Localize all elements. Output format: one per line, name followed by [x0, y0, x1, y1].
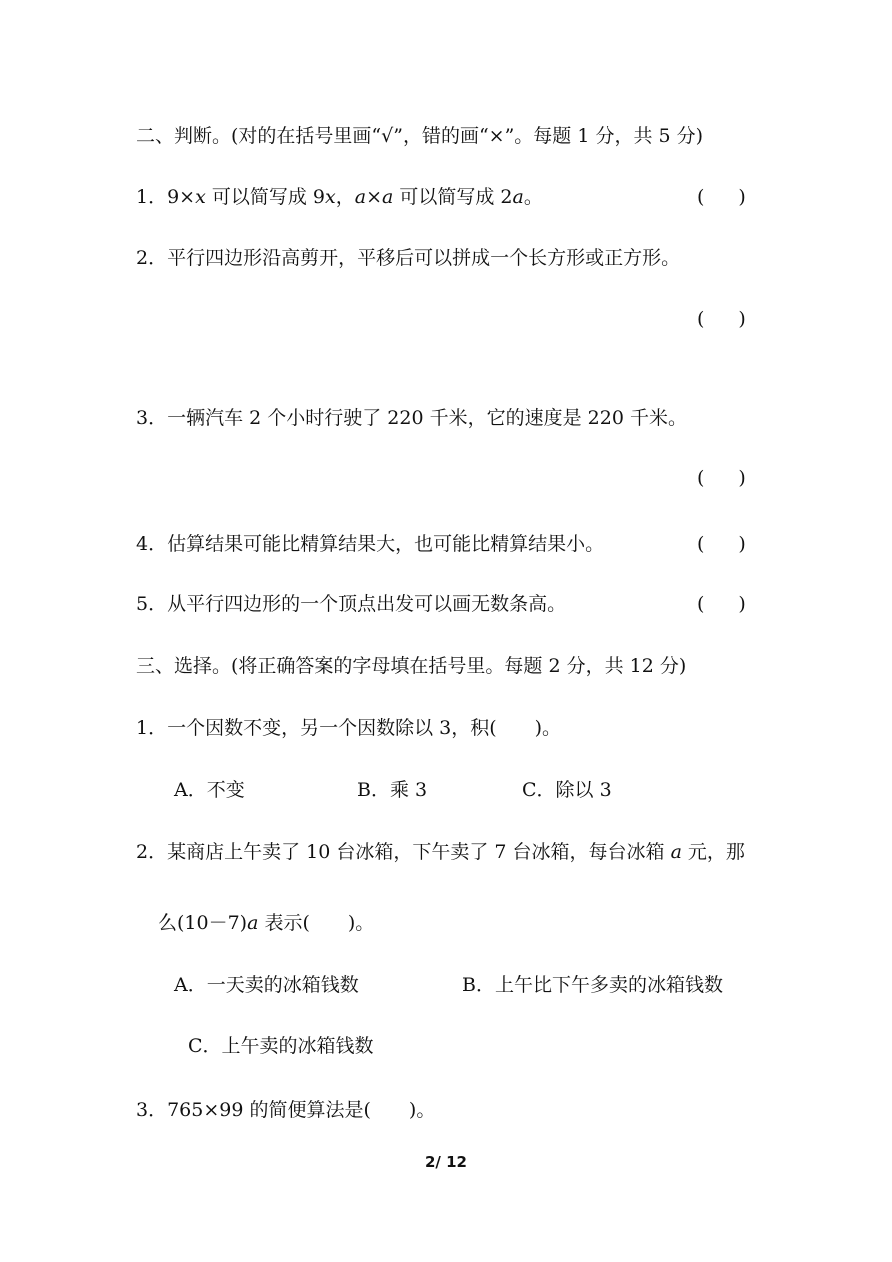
- answer-blank-5[interactable]: ( ): [697, 593, 746, 615]
- choice-2-option-b[interactable]: B．上午比下午多卖的冰箱钱数: [462, 974, 723, 996]
- choice-1-option-c[interactable]: C．除以 3: [522, 779, 612, 801]
- judge-question-2-text: 2．平行四边形沿高剪开，平移后可以拼成一个长方形或正方形。: [136, 247, 681, 269]
- choice-question-2-line-2: 么(10－7)a 表示( )。: [158, 912, 375, 934]
- judge-question-3-answer-row: [0, 461, 892, 495]
- judge-question-3: [0, 401, 892, 435]
- page-number: 2/ 12: [424, 1153, 467, 1171]
- judge-question-5: [0, 587, 892, 621]
- choice-2-option-c[interactable]: C．上午卖的冰箱钱数: [188, 1035, 374, 1057]
- section-3-heading: 三、选择。(将正确答案的字母填在括号里。每题 2 分，共 12 分): [136, 655, 687, 677]
- answer-blank-4[interactable]: ( ): [697, 533, 746, 555]
- choice-question-2-options-row-1: [0, 968, 892, 1002]
- choice-2-option-a[interactable]: A．一天卖的冰箱钱数: [174, 974, 359, 996]
- choice-question-1: [0, 711, 892, 745]
- judge-question-4: [0, 527, 892, 561]
- choice-question-3: [0, 1093, 892, 1127]
- judge-question-4-text: 4．估算结果可能比精算结果大，也可能比精算结果小。: [136, 533, 605, 555]
- answer-blank-1[interactable]: ( ): [697, 186, 746, 208]
- section-2-heading-row: [0, 119, 892, 153]
- choice-1-option-a[interactable]: A．不变: [174, 779, 245, 801]
- judge-question-2: [0, 241, 892, 275]
- choice-question-2: [0, 835, 892, 869]
- judge-question-1-text: 1．9×x 可以简写成 9x，a×a 可以简写成 2a。: [136, 186, 543, 208]
- choice-question-3-text: 3．765×99 的简便算法是( )。: [136, 1099, 436, 1121]
- choice-question-1-options: [0, 773, 892, 807]
- answer-blank-2[interactable]: ( ): [697, 308, 746, 330]
- choice-question-2-line-1: 2．某商店上午卖了 10 台冰箱，下午卖了 7 台冰箱，每台冰箱 a 元，那: [136, 841, 745, 863]
- judge-question-5-text: 5．从平行四边形的一个顶点出发可以画无数条高。: [136, 593, 567, 615]
- section-2-heading: 二、判断。(对的在括号里画“√”，错的画“×”。每题 1 分，共 5 分): [136, 125, 704, 147]
- choice-1-option-b[interactable]: B．乘 3: [357, 779, 428, 801]
- section-3-heading-row: [0, 649, 892, 683]
- choice-question-1-text: 1．一个因数不变，另一个因数除以 3，积( )。: [136, 717, 562, 739]
- answer-blank-3[interactable]: ( ): [697, 467, 746, 489]
- choice-question-2-cont: [0, 906, 892, 940]
- choice-question-2-options-row-2: [0, 1029, 892, 1063]
- judge-question-2-answer-row: [0, 302, 892, 336]
- judge-question-3-text: 3．一辆汽车 2 个小时行驶了 220 千米，它的速度是 220 千米。: [136, 407, 687, 429]
- judge-question-1: [0, 180, 892, 214]
